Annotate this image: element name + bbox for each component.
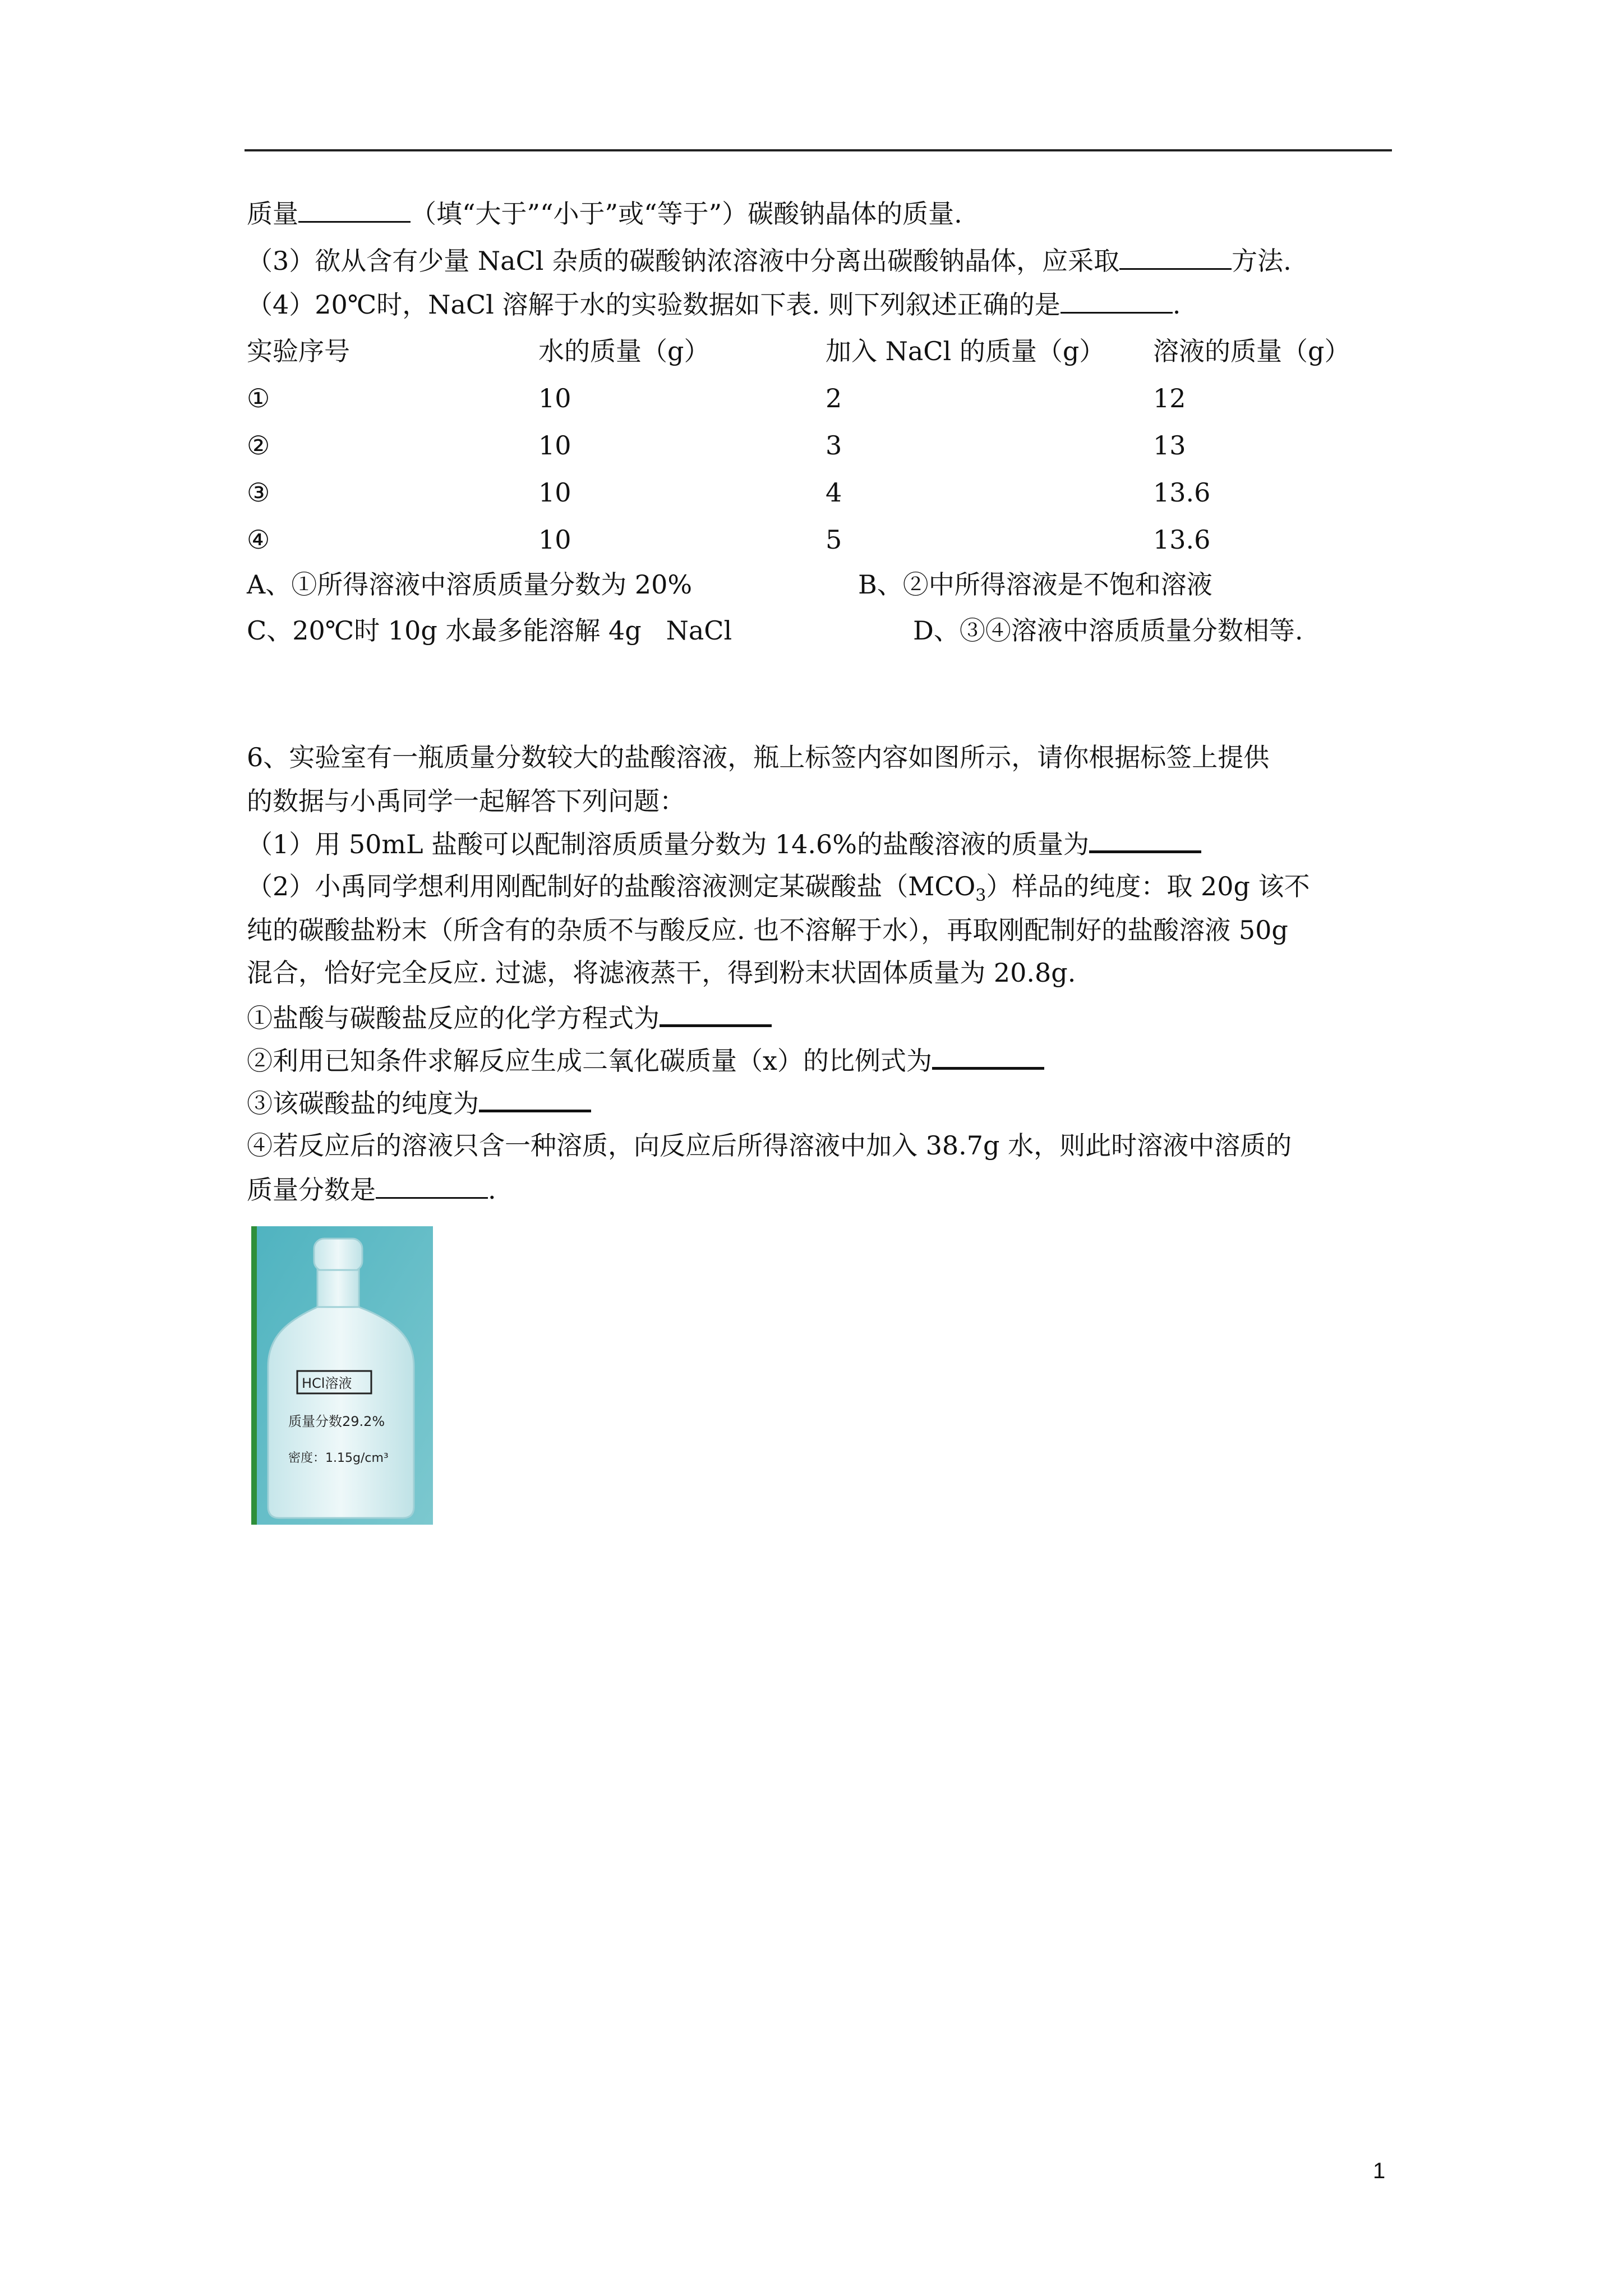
q6-stem-1: 6、实验室有一瓶质量分数较大的盐酸溶液，瓶上标签内容如图所示，请你根据标签上提供 [247, 742, 1270, 772]
table-header: 溶液的质量（g） [1153, 336, 1350, 366]
q5-sub3: （3）欲从含有少量 NaCl 杂质的碳酸钠浓溶液中分离出碳酸钠晶体，应采取 方法. [247, 243, 1292, 278]
q6-stem-2: 的数据与小禹同学一起解答下列问题： [247, 786, 685, 816]
table-cell: 10 [538, 477, 571, 508]
table-header: 实验序号 [247, 336, 350, 366]
table-row [247, 429, 1391, 476]
q6-sub2-line1: （2）小禹同学想利用刚配制好的盐酸溶液测定某碳酸盐$(MCO_3)$样品的纯度：取 20g 该不 [247, 871, 1310, 906]
table-cell: 10 [538, 524, 571, 555]
q5-line-1: 质量 （填“大于”“小于”或“等于”）碳酸钠晶体的质量. [247, 196, 962, 231]
page-number: 1 [1373, 2159, 1386, 2183]
table-cell: 4 [826, 477, 842, 508]
option-a: A、①所得溶液中溶质质量分数为 20% [247, 569, 693, 600]
hcl-bottle-image [251, 1226, 433, 1525]
label-mass-fraction: 质量分数29.2% [288, 1414, 385, 1429]
q6-sub2-line2: 纯的碳酸盐粉末（所含有的杂质不与酸反应. 也不溶解于水），再取刚配制好的盐酸溶液 50g [247, 915, 1288, 945]
option-d: D、③④溶液中溶质质量分数相等. [913, 615, 1303, 646]
table-cell: 3 [826, 430, 842, 461]
q6-sub2-line3: 混合，恰好完全反应. 过滤，将滤液蒸干，得到粉末状固体质量为 20.8g. [247, 958, 1076, 988]
answer-blank[interactable] [660, 1000, 772, 1027]
answer-blank[interactable] [479, 1085, 591, 1112]
table-cell: 13.6 [1153, 524, 1211, 555]
table-header: 加入 NaCl 的质量（g） [826, 336, 1105, 366]
table-row [247, 523, 1391, 570]
q6-step2: ②利用已知条件求解反应生成二氧化碳质量（x）的比例式为 [247, 1042, 1044, 1078]
option-b: B、②中所得溶液是不饱和溶液 [858, 569, 1212, 600]
answer-blank[interactable] [1119, 243, 1232, 270]
answer-blank[interactable] [1061, 287, 1173, 314]
table-cell: 13 [1153, 430, 1186, 461]
answer-blank[interactable] [1089, 826, 1201, 853]
table-cell: ③ [247, 477, 270, 508]
table-row [247, 381, 1391, 429]
option-c: C、20℃时 10g 水最多能溶解 4g NaCl [247, 615, 732, 646]
table-cell: 12 [1153, 383, 1186, 413]
table-cell: 5 [826, 524, 842, 555]
table-cell: ② [247, 430, 270, 461]
header-rule [245, 149, 1392, 151]
table-header-row [247, 334, 1391, 381]
nacl-data-table [247, 334, 1391, 570]
table-cell: 13.6 [1153, 477, 1211, 508]
table-header: 水的质量（g） [538, 336, 710, 366]
label-density: 密度：1.15g/cm³ [288, 1451, 389, 1465]
q6-step1: ①盐酸与碳酸盐反应的化学方程式为 [247, 1000, 772, 1035]
table-cell: ① [247, 383, 270, 413]
answer-blank[interactable] [932, 1042, 1044, 1070]
q6-step4-line2: 质量分数是 . [247, 1172, 496, 1207]
table-cell: 10 [538, 383, 571, 413]
q6-sub1: （1）用 50mL 盐酸可以配制溶质质量分数为 14.6%的盐酸溶液的质量为 [247, 826, 1201, 861]
table-row [247, 476, 1391, 523]
q6-step4-line1: ④若反应后的溶液只含一种溶质，向反应后所得溶液中加入 38.7g 水，则此时溶液中溶质的 [247, 1130, 1292, 1161]
table-cell: ④ [247, 524, 270, 555]
q6-step3: ③该碳酸盐的纯度为 [247, 1085, 591, 1120]
label-title: HCl溶液 [302, 1375, 352, 1391]
table-cell: 10 [538, 430, 571, 461]
table-cell: 2 [826, 383, 842, 413]
answer-blank[interactable] [298, 196, 411, 223]
answer-blank[interactable] [376, 1172, 488, 1199]
q5-sub4: （4）20℃时，NaCl 溶解于水的实验数据如下表. 则下列叙述正确的是 . [247, 287, 1181, 321]
